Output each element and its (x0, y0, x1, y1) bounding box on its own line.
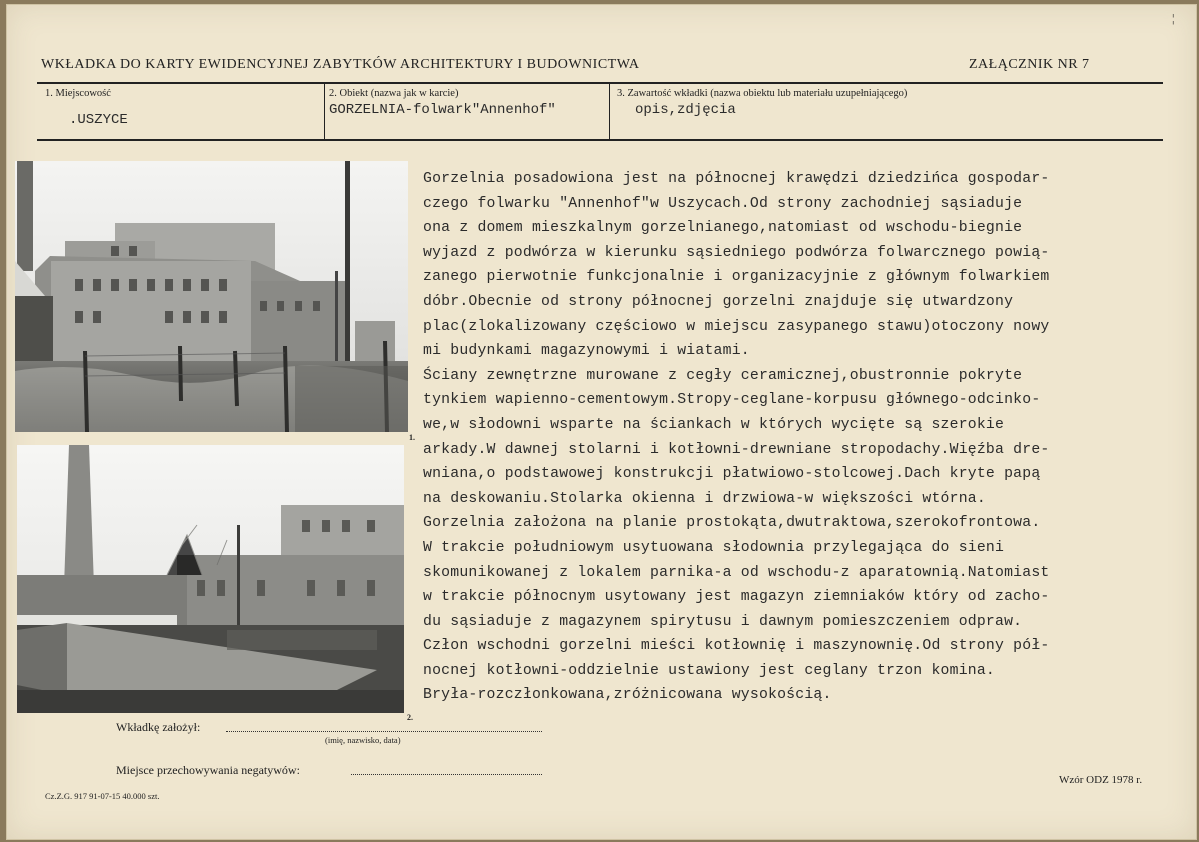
field-divider-2 (609, 84, 610, 139)
locality-label: 1. Miejscowość (45, 88, 111, 99)
field-divider-1 (324, 84, 325, 139)
negatives-line (351, 774, 542, 775)
header-top-rule (37, 82, 1163, 84)
object-value: GORZELNIA-folwark"Annenhof" (329, 102, 556, 118)
photo-distillery-north (15, 161, 408, 432)
form-title: WKŁADKA DO KARTY EWIDENCYJNEJ ZABYTKÓW ARCHITEKTURY I BUDOWNICTWA (41, 57, 640, 72)
print-info: Cz.Z.G. 917 91-07-15 40.000 szt. (45, 791, 160, 801)
object-label: 2. Obiekt (nazwa jak w karcie) (329, 88, 459, 99)
pattern-label: Wzór ODZ 1978 r. (1059, 774, 1143, 786)
created-by-label: Wkładkę założył: (116, 720, 201, 734)
corner-mark: ¦ (1172, 11, 1175, 25)
negatives-label: Miejsce przechowywania negatywów: (116, 763, 300, 777)
photo-distillery-chimney (17, 445, 404, 713)
contents-value: opis,zdjęcia (635, 102, 736, 118)
contents-label: 3. Zawartość wkładki (nazwa obiektu lub materiału uzupełniającego) (617, 88, 908, 99)
record-sheet (6, 4, 1197, 840)
created-by-line (226, 731, 542, 732)
photo-1-number: 1. (409, 433, 415, 442)
photo-2-number: 2. (407, 713, 413, 722)
annex-number: ZAŁĄCZNIK NR 7 (969, 57, 1090, 72)
created-by-hint: (imię, nazwisko, data) (325, 735, 401, 745)
description-text: Gorzelnia posadowiona jest na północnej krawędzi dziedzińca gospodar- czego folwarku "Annenhof"w Uszycach.Od strony zachodniej sąsiaduje ona z domem mieszkalnym gorzelnianego,natomiast od wschodu-biegnie wyjazd z podwórza w kierunku sąsiedniego podwórza folwarcznego powią- zanego pierwotnie funkcjonalnie i organizacyjnie z głównym folwarkiem dóbr.Obecnie od strony północnej gorzelni znajduje się utwardzony plac(zlokalizowany częściowo w miejscu zasypanego stawu)otoczony nowy mi budynkami magazynowymi i wiatami. Ściany zewnętrzne murowane z cegły ceramicznej,obustronnie pokryte tynkiem wapienno-cementowym.Stropy-ceglane-korpusu głównego-odcinko- we,w słodowni wsparte na ściankach w których wycięte są szerokie arkady.W dawnej stolarni i kotłowni-drewniane stropodachy.Więźba dre- wniana,o podstawowej konstrukcji płatwiowo-stolcowej.Dach kryte papą na deskowaniu.Stolarka okienna i drzwiowa-w większości wtórna. Gorzelnia założona na planie prostokąta,dwutraktowa,szerokofrontowa. W trakcie południowym usytuowana słodownia przylegająca do sieni skomunikowanej z lokalem parnika-a od wschodu-z aparatownią.Natomiast w trakcie północnym usytowany jest magazyn ziemniaków który od zacho- du sąsiaduje z magazynem spirytusu i dawnym pomieszczeniem odpraw. Człon wschodni gorzelni mieści kotłownię i maszynownię.Od strony pół- nocnej kotłowni-oddzielnie ustawiony jest ceglany trzon komina. Bryła-rozczłonkowana,zróżnicowana wysokością. (423, 171, 1050, 704)
locality-value: .USZYCE (69, 112, 128, 128)
header-bottom-rule (37, 139, 1163, 141)
